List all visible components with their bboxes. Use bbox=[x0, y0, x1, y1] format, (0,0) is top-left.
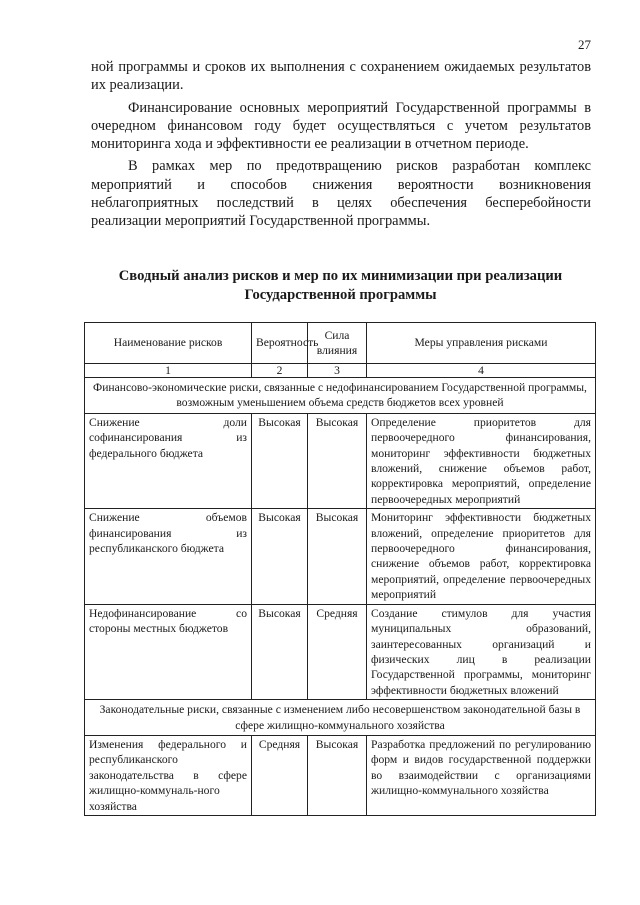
risk-measures: Мониторинг эффективности бюджетных вложений, определение приоритетов для первоочередного финансирования, снижение объемов работ, корректировка мероприятий, определение первоочередных мероприятий bbox=[367, 509, 596, 604]
table-row bbox=[85, 413, 596, 508]
table-heading-line2: Государственной программы bbox=[244, 287, 437, 303]
body-text bbox=[91, 58, 591, 235]
table-row bbox=[85, 509, 596, 604]
column-number: 4 bbox=[367, 364, 596, 378]
risk-measures: Определение приоритетов для первоочередного финансирования, мониторинг эффективности бюджетных вложений, снижение объемов работ, корректировка мероприятий, определение первоочередных мероприятий bbox=[367, 413, 596, 508]
paragraph-risk-measures: В рамках мер по предотвращению рисков разработан комплекс мероприятий и способов снижения вероятности возникновения неблагоприятных последствий в целях обеспечения бесперебойности реализации мероприятий Государственной программы. bbox=[91, 158, 591, 230]
column-number-row bbox=[85, 364, 596, 378]
section-row-legislative bbox=[85, 700, 596, 736]
risk-name: Снижение объемов финансирования из республиканского бюджета bbox=[85, 509, 252, 604]
risk-name: Снижение доли софинансирования из федерального бюджета bbox=[85, 413, 252, 508]
table-heading bbox=[88, 267, 593, 305]
header-risk-name: Наименование рисков bbox=[85, 323, 252, 364]
table-row bbox=[85, 735, 596, 815]
column-number: 2 bbox=[252, 364, 308, 378]
section-row-financial bbox=[85, 378, 596, 414]
risk-probability: Высокая bbox=[252, 413, 308, 508]
page-number: 27 bbox=[578, 37, 591, 52]
risk-measures: Разработка предложений по регулированию форм и видов государственной поддержки во взаимодействии с организациями жилищно-коммунального хозяйства bbox=[367, 735, 596, 815]
table-heading-line1: Сводный анализ рисков и мер по их минимизации при реализации bbox=[118, 268, 563, 284]
paragraph-financing: Финансирование основных мероприятий Государственной программы в очередном финансовом году будет осуществляться с учетом результатов мониторинга хода и эффективности ее реализации в отчетном периоде. bbox=[91, 99, 591, 153]
header-impact: Сила влияния bbox=[308, 323, 367, 364]
risk-probability: Высокая bbox=[252, 604, 308, 699]
risk-impact: Высокая bbox=[308, 509, 367, 604]
risk-name: Изменения федерального и республиканского законодательства в сфере жилищно-коммуналь-ного хозяйства bbox=[85, 735, 252, 815]
header-probability: Вероятность bbox=[252, 323, 308, 364]
section-title-legislative: Законодательные риски, связанные с изменением либо несовершенством законодательной базы в сфере жилищно-коммунального хозяйства bbox=[85, 700, 596, 736]
table-header-row bbox=[85, 323, 596, 364]
paragraph-continuation: ной программы и сроков их выполнения с сохранением ожидаемых результатов их реализации. bbox=[91, 59, 591, 94]
risk-impact: Высокая bbox=[308, 413, 367, 508]
risk-probability: Средняя bbox=[252, 735, 308, 815]
risk-impact: Средняя bbox=[308, 604, 367, 699]
column-number: 3 bbox=[308, 364, 367, 378]
risk-impact: Высокая bbox=[308, 735, 367, 815]
risk-probability: Высокая bbox=[252, 509, 308, 604]
table-row bbox=[85, 604, 596, 699]
risk-measures: Создание стимулов для участия муниципальных образований, заинтересованных организаций и физических лиц в реализации Государственной программы, мониторинг эффективности бюджетных вложений bbox=[367, 604, 596, 699]
risk-name: Недофинансирование со стороны местных бюджетов bbox=[85, 604, 252, 699]
header-measures: Меры управления рисками bbox=[367, 323, 596, 364]
risk-analysis-table bbox=[84, 322, 596, 816]
section-title-financial: Финансово-экономические риски, связанные с недофинансированием Государственной программы, возможным уменьшением объема средств бюджетов всех уровней bbox=[85, 378, 596, 414]
column-number: 1 bbox=[85, 364, 252, 378]
